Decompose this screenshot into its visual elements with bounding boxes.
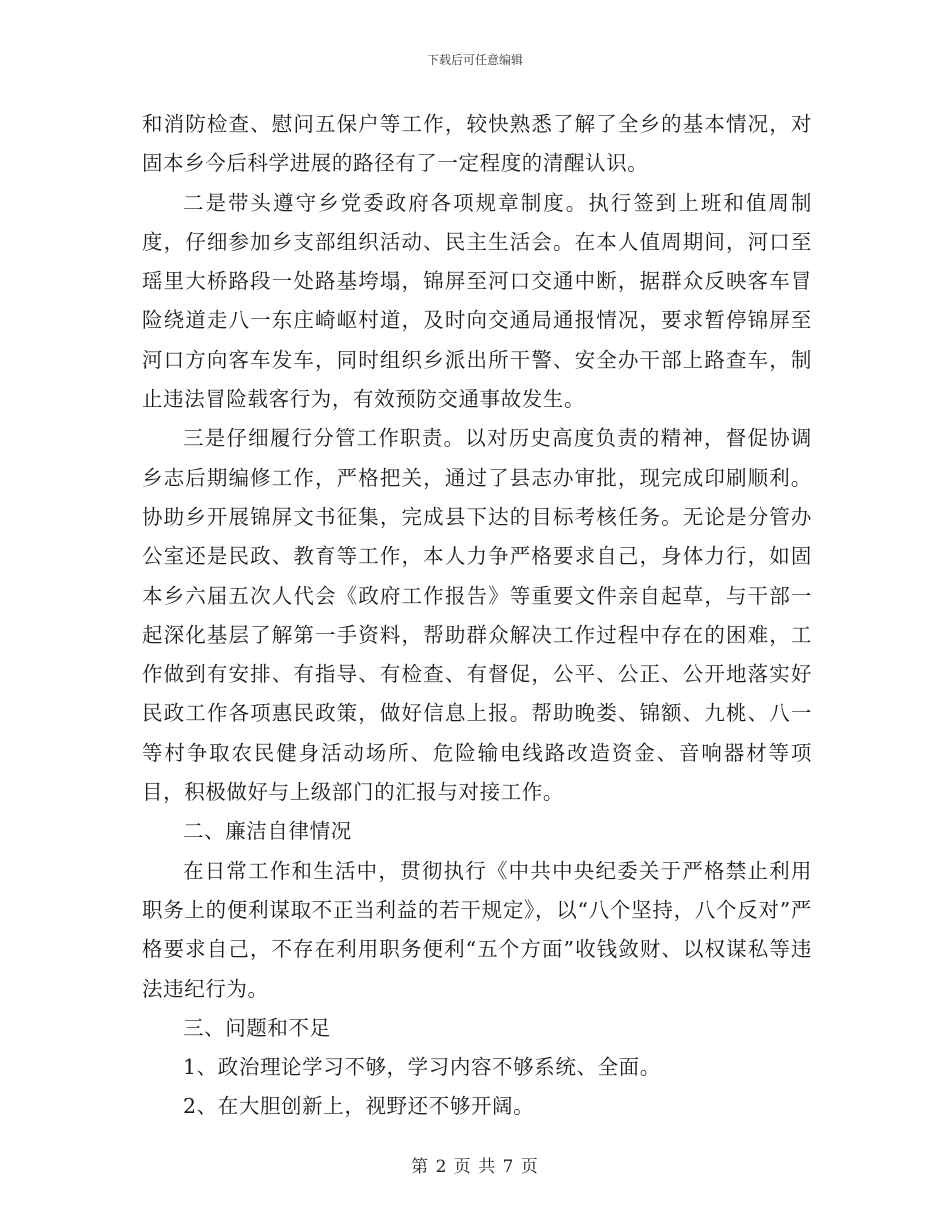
section-heading-problems: 三、问题和不足 bbox=[183, 1015, 331, 1040]
paragraph-continuation: 和消防检查、慰问五保户等工作，较快熟悉了解了全乡的基本情况，对固本乡今后科学进展的路径有了一定程度的清醒认识。 bbox=[142, 112, 812, 176]
paragraph-rules-compliance: 二是带头遵守乡党委政府各项规章制度。执行签到上班和值周制度，仔细参加乡支部组织活动、民主生活会。在本人值周期间，河口至瑶里大桥路段一处路基垮塌，锦屏至河口交通中断，据群众反映客车冒险绕道走八一东庄崎岖村道，及时向交通局通报情况，要求暂停锦屏至河口方向客车发车，同时组织乡派出所干警、安全办干部上路查车，制止违法冒险载客行为，有效预防交通事故发生。 bbox=[142, 190, 812, 412]
paragraph-duties: 三是仔细履行分管工作职责。以对历史高度负责的精神，督促协调乡志后期编修工作，严格把关，通过了县志办审批，现完成印刷顺利。协助乡开展锦屏文书征集，完成县下达的目标考核任务。无论是分管办公室还是民政、教育等工作，本人力争严格要求自己，身体力行，如固本乡六届五次人代会《政府工作报告》等重要文件亲自起草，与干部一起深化基层了解第一手资料，帮助群众解决工作过程中存在的困难，工作做到有安排、有指导、有检查、有督促，公平、公正、公开地落实好民政工作各项惠民政策，做好信息上报。帮助晚娄、锦额、九桃、八一等村争取农民健身活动场所、危险输电线路改造资金、音响器材等项目，积极做好与上级部门的汇报与对接工作。 bbox=[142, 426, 812, 805]
section-heading-integrity: 二、廉洁自律情况 bbox=[183, 819, 352, 844]
document-body bbox=[142, 105, 812, 1127]
list-item-problem-2: 2、在大胆创新上，视野还不够开阔。 bbox=[183, 1094, 535, 1119]
page-number-footer: 第 2 页 共 7 页 bbox=[411, 1157, 539, 1177]
list-item-problem-1: 1、政治理论学习不够，学习内容不够系统、全面。 bbox=[183, 1055, 661, 1080]
page-header: 下载后可任意编辑 bbox=[426, 53, 523, 67]
paragraph-integrity: 在日常工作和生活中，贯彻执行《中共中央纪委关于严格禁止利用职务上的便利谋取不正当利益的若干规定》，以“八个坚持，八个反对”严格要求自己，不存在利用职务便利“五个方面”收钱敛财、以权谋私等违法违纪行为。 bbox=[142, 858, 812, 1001]
